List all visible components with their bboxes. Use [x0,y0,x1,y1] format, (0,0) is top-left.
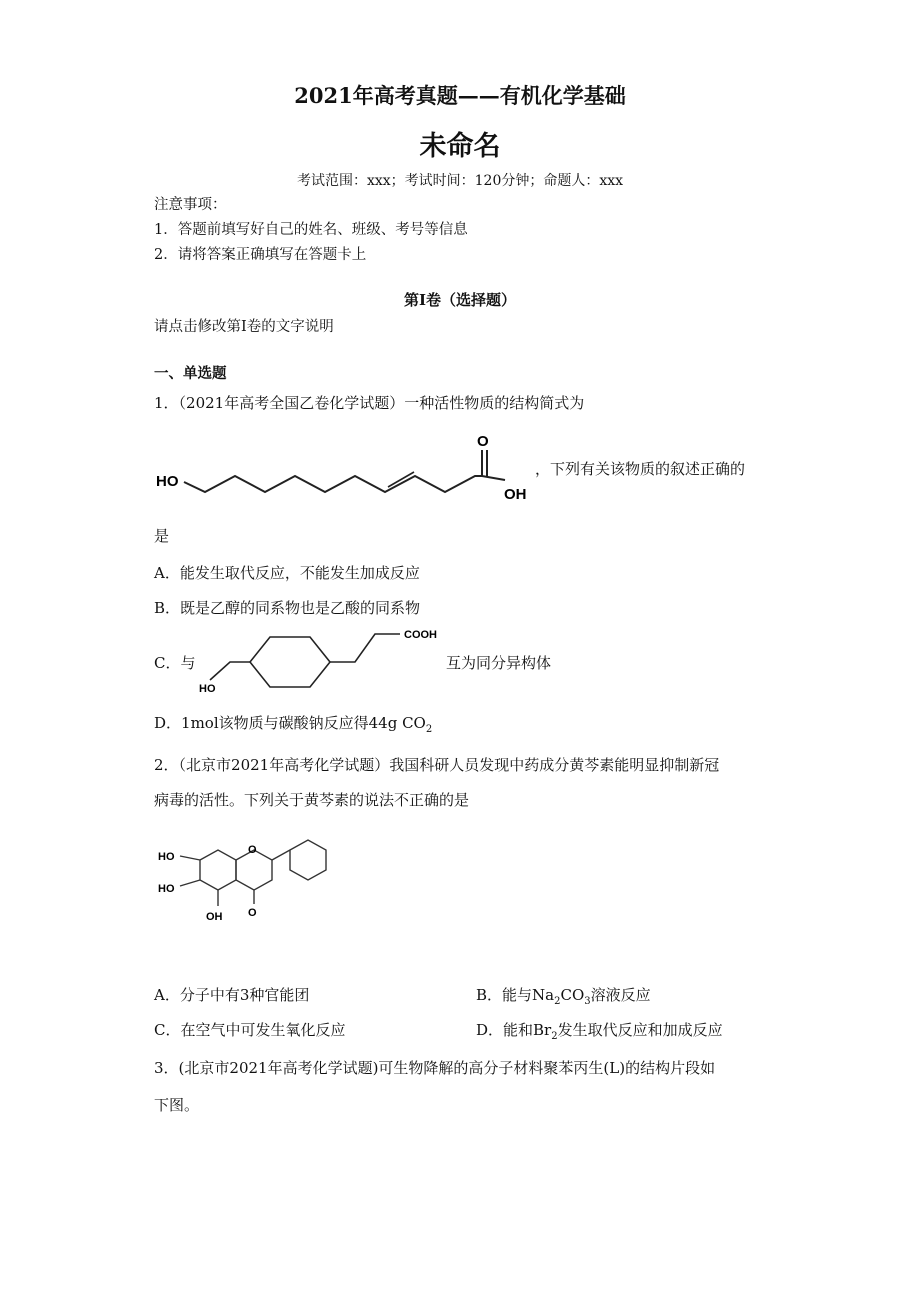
q2-ho-2: HO [158,883,175,895]
q1-mol-o: O [477,433,489,450]
part-heading: 一、单选题 [154,365,227,382]
q2-o-keto: O [248,907,257,919]
q1-mol-ho: HO [156,473,179,490]
q1-molecule [152,430,542,515]
q1-stem-end: 是 [154,527,170,545]
q1-stem-after: ，下列有关该物质的叙述正确的 [535,460,746,478]
q1-mol-oh: OH [504,486,527,503]
q2-molecule-baicalein [150,838,330,928]
doc-subtitle: 未命名 [419,131,501,162]
q1-option-d [154,712,432,735]
q1-option-c-molecule [195,622,445,698]
q2-option-b-mid: CO [560,986,585,1004]
q2-oh: OH [206,911,223,923]
q1-option-b: B．既是乙醇的同系物也是乙酸的同系物 [154,599,421,617]
q2-ho-1: HO [158,851,175,863]
ring-a [200,850,236,890]
opt-c-cooh: COOH [404,629,437,641]
ring-b [290,840,326,880]
q3-stem-line1: 3．(北京市2021年高考化学试题)可生物降解的高分子材料聚苯丙生(L)的结构片段如 [154,1059,716,1077]
q1-option-d-text: D．1mol该物质与碳酸钠反应得44g CO [154,714,426,732]
q2-stem-line1: 2．（北京市2021年高考化学试题）我国科研人员发现中药成分黄芩素能明显抑制新冠 [154,756,720,774]
q1-stem: 1．（2021年高考全国乙卷化学试题）一种活性物质的结构简式为 [154,394,585,412]
q2-option-b-sub2: 3 [584,996,591,1007]
q2-option-d-post: 发生取代反应和加成反应 [557,1021,723,1039]
q2-option-d [476,1019,723,1042]
cyclohexane-ring [250,637,330,687]
exam-info: 考试范围：xxx；考试时间：120分钟；命题人：xxx [296,173,624,189]
q2-option-b-pre: B．能与Na [476,986,555,1004]
q1-chain [184,476,482,492]
q2-option-c: C．在空气中可发生氧化反应 [154,1021,346,1039]
opt-c-ho: HO [199,683,216,695]
q1-option-a: A．能发生取代反应，不能发生加成反应 [154,564,420,582]
notice-item-1: 1．答题前填写好自己的姓名、班级、考号等信息 [154,222,468,238]
notice-item-2: 2．请将答案正确填写在答题卡上 [154,247,367,263]
q2-o-ring: O [248,844,257,856]
q2-option-b [476,984,651,1007]
q3-stem-line2: 下图。 [154,1096,200,1114]
q2-option-b-sub1: 2 [554,996,561,1007]
notice-heading: 注意事项： [154,197,227,213]
q2-option-b-post: 溶液反应 [590,986,651,1004]
q2-option-d-pre: D．能和Br [476,1021,552,1039]
q2-option-a: A．分子中有3种官能团 [154,986,310,1004]
ring-c [236,850,272,890]
q1-option-d-sub: 2 [425,724,433,735]
q1-option-c-post: 互为同分异构体 [446,654,552,672]
q2-stem-line2: 病毒的活性。下列关于黄芩素的说法不正确的是 [154,791,470,809]
q2-option-d-sub: 2 [551,1031,558,1042]
section-title: 第I卷（选择题） [403,291,517,309]
doc-title: 2021年高考真题——有机化学基础 [294,83,626,108]
section-desc: 请点击修改第I卷的文字说明 [154,319,334,335]
q1-option-c-pre: C．与 [154,654,196,672]
